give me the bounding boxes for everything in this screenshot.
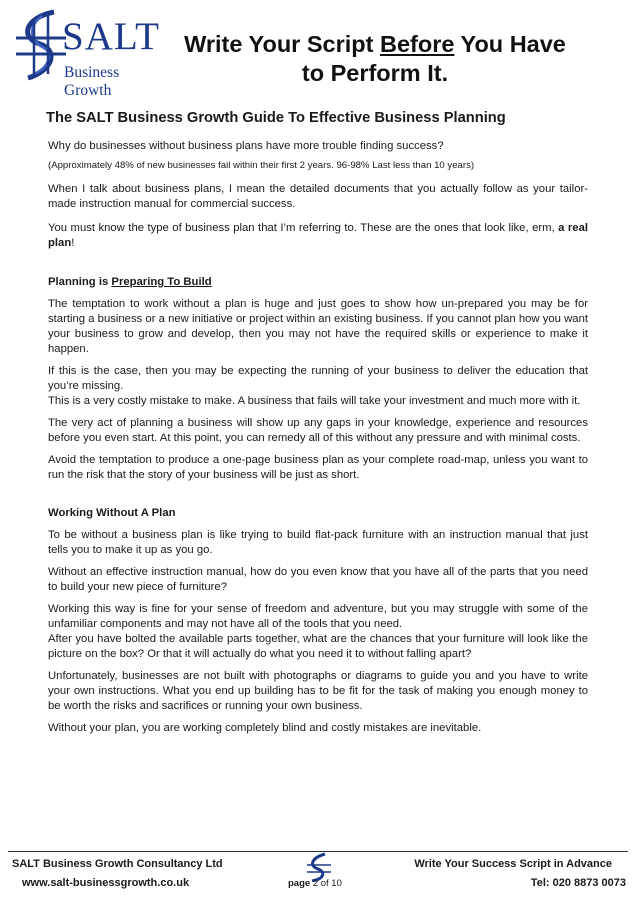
logo-wordmark: SALT <box>62 15 160 58</box>
planning-paragraph-2 <box>48 364 588 409</box>
heading-planning-underlined: Preparing To Build <box>111 276 212 288</box>
page-title <box>170 30 580 88</box>
salt-logo <box>14 8 164 99</box>
intro-p2-end: ! <box>71 237 75 249</box>
intro-statistic: (Approximately 48% of new businesses fail within their first 2 years. 96-98% Last less than 10 years) <box>48 160 475 171</box>
intro-p2-text: You must know the type of business plan that I’m referring to. These are the ones that look like, erm, <box>48 222 559 234</box>
footer-tagline: Write Your Success Script in Advance <box>414 858 612 870</box>
document-body <box>48 108 588 743</box>
planning-paragraph-1: The temptation to work without a plan is huge and just goes to show how un-prepared you may be for starting a business or a new initiative or project within an existing business. If you cannot plan how you want your business to grow and develop, then you may not have the required skills or experience to make it happen. <box>48 298 588 355</box>
planning-paragraph-3: The very act of planning a business will show up any gaps in your knowledge, experience and resources before you even start. At this point, you can remedy all of this without any pressure and with minimal costs. <box>48 417 588 444</box>
guide-subtitle: The SALT Business Growth Guide To Effective Business Planning <box>46 110 506 126</box>
footer-company: SALT Business Growth Consultancy Ltd <box>12 858 223 870</box>
working-paragraph-4: Unfortunately, businesses are not built with photographs or diagrams to guide you and you have to write your own instructions. What you end up building has to be fit for the task of making you enough money to be worth the risks and sacrifices or running your own business. <box>48 670 588 712</box>
page-footer <box>8 858 628 898</box>
title-emphasis: Before <box>379 31 455 57</box>
footer-phone: Tel: 020 8873 0073 <box>530 877 626 889</box>
footer-website-link[interactable]: www.salt-businessgrowth.co.uk <box>22 877 190 889</box>
working-paragraph-2: Without an effective instruction manual, how do you even know that you have all of the parts that you need to build your new piece of furniture? <box>48 566 588 593</box>
section-heading-working: Working Without A Plan <box>48 507 176 519</box>
working-paragraph-3 <box>48 602 588 662</box>
planning-paragraph-4: Avoid the temptation to produce a one-page business plan as your complete road-map, unless you want to run the risk that the story of your business will be just as short. <box>48 454 588 481</box>
title-end: You Have to Perform It. <box>301 31 566 86</box>
heading-planning-prefix: Planning is <box>48 276 112 288</box>
working-paragraph-5: Without your plan, you are working completely blind and costly mistakes are inevitable. <box>48 722 482 734</box>
intro-p2-bold: a real plan <box>48 222 588 249</box>
logo-tagline: Business Growth <box>64 64 120 99</box>
working-p3-line-a: Working this way is fine for your sense of freedom and adventure, but you may struggle with some of the unfamiliar components and may not have all of the tools that you need. <box>48 603 588 630</box>
intro-question: Why do businesses without business plans have more trouble finding success? <box>48 140 444 152</box>
title-start: Write Your Script <box>184 31 380 57</box>
intro-paragraph-1: When I talk about business plans, I mean the detailed documents that you actually follow as your tailor-made instruction manual for commercial success. <box>48 183 588 210</box>
planning-p2-line-a: If this is the case, then you may be expecting the running of your business to deliver the education that you’re missing. <box>48 365 588 392</box>
working-paragraph-1: To be without a business plan is like trying to build flat-pack furniture with an instruction manual that just tells you to make it up as you go. <box>48 529 588 556</box>
footer-page-label: page <box>288 878 311 889</box>
planning-p2-line-b: This is a very costly mistake to make. A business that fails will take your investment and much more with it. <box>48 395 581 407</box>
working-p3-line-b: After you have bolted the available parts together, what are the chances that your furniture will look like the picture on the box? Or that it will actually do what you need it to without falling apart? <box>48 633 588 660</box>
section-heading-planning <box>48 275 588 290</box>
footer-page-count: 2 of 10 <box>310 878 342 889</box>
intro-paragraph-2 <box>48 221 588 251</box>
footer-page-number <box>288 878 342 889</box>
